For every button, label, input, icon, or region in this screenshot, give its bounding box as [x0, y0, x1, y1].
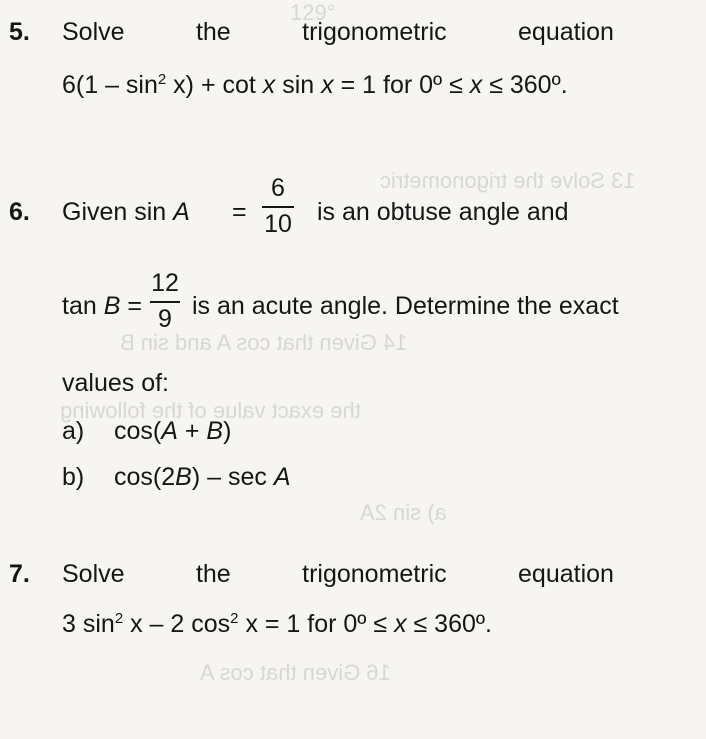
part-b-label: b) — [62, 463, 85, 491]
question-instruction — [62, 20, 614, 45]
acute-text: is an acute angle. Determine the exact — [192, 292, 619, 320]
denominator: 10 — [264, 210, 292, 238]
question-number: 5. — [9, 18, 30, 46]
values-text: values of: — [62, 369, 170, 397]
part-a-expression: cos(A + B) — [114, 417, 232, 445]
question-number: 6. — [9, 198, 30, 226]
numerator: 12 — [151, 269, 179, 297]
word: equation — [518, 560, 614, 588]
part-b-expression: cos(2B) – sec A — [114, 463, 291, 491]
fraction-bar — [150, 301, 180, 303]
part-a-label: a) — [62, 417, 85, 445]
fraction-tan-b — [150, 271, 180, 332]
question-number: 7. — [9, 560, 30, 588]
fraction-sin-a — [262, 176, 294, 237]
numerator: 6 — [271, 174, 285, 202]
word: equation — [518, 18, 614, 46]
worksheet-page: 129° 13 Solve the trigonometric 14 Given that cos A and sin B the exact value of the following a) sin 2A 16 Given that cos A 5. Solve the trigonometric equation $6(1 - \sin^2 x) + \cot x$ sin x = 1 for 0º ≤ x ≤ 360º. 6. Given sin A = 6 10 is an obtuse angle and tan B = 12 9 is an acute angle. Determine the exact values of: a) cos(A + B) b) cos(2B) – sec A 7. Solve the trigonometric equation 3 $\sin^2 x - 2$ $\cos^2 x = 1$ for 0º ≤ x ≤ 360º. — [9, 0, 636, 685]
equation: $6(1 - \sin^2 x) + \cot x$ sin x = 1 for 0º ≤ x ≤ 360º. — [62, 71, 568, 99]
equation: 3 $\sin^2 x - 2$ $\cos^2 x = 1$ for 0º ≤ x ≤ 360º. — [62, 610, 492, 638]
tan-b: tan B = — [62, 292, 142, 320]
fraction-bar — [262, 206, 294, 208]
word: Solve — [62, 560, 125, 588]
word: trigonometric — [302, 560, 447, 588]
equals-sign: = — [232, 198, 247, 226]
word: the — [195, 560, 231, 588]
word: the — [195, 18, 231, 46]
question-instruction — [62, 562, 614, 587]
denominator: 9 — [158, 305, 172, 333]
given-sin-a: Given sin A — [62, 198, 190, 226]
word: trigonometric — [302, 18, 447, 46]
word: Solve — [62, 18, 125, 46]
obtuse-text: is an obtuse angle and — [317, 198, 569, 226]
